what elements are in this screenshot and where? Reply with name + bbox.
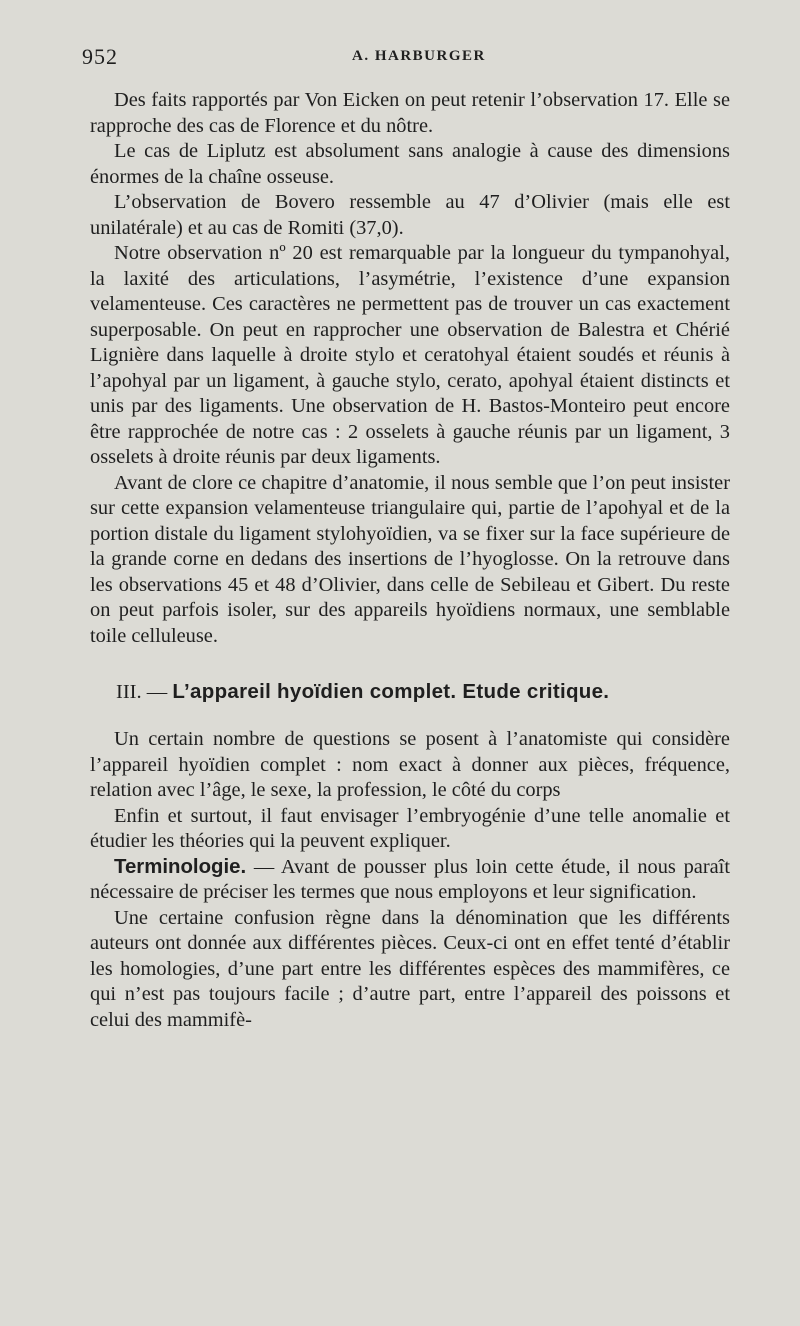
page-body xyxy=(90,88,730,1033)
page-number: 952 xyxy=(82,44,118,69)
running-head: A. HARBURGER xyxy=(352,48,486,64)
paragraph-4: Notre observation nº 20 est remarquable par la longueur du tympanohyal, la laxité des articulations, l’asymétrie, l’existence d’une expansion velamenteuse. Ces caractères ne permettent pas de trouver un cas exactement superposable. On peut en rapprocher une observation de Balestra et Chérié Lignière dans laquelle à droite stylo et ceratohyal étaient soudés et réunis à l’apohyal par un ligament, à gauche stylo, cerato, apohyal étaient distincts et unis par des ligaments. Une observation de H. Bastos-Monteiro peut encore être rapprochée de notre cas : 2 osselets à gauche réunis par un ligament, 3 osselets à droite réunis par deux ligaments. xyxy=(90,242,730,468)
paragraph-2: Le cas de Liplutz est absolument sans analogie à cause des dimensions énormes de la chaîne osseuse. xyxy=(90,140,730,188)
term-terminologie: Terminologie. xyxy=(114,855,247,878)
section-title: L’appareil hyoïdien complet. Etude critique. xyxy=(172,680,610,703)
paragraph-5: Avant de clore ce chapitre d’anatomie, il nous semble que l’on peut insister sur cette expansion velamenteuse triangulaire qui, partie de l’apohyal et de la portion distale du ligament stylohyoïdien, va se fixer sur la face supérieure de la grande corne en dedans des insertions de l’hyoglosse. On la retrouve dans les observations 45 et 48 d’Olivier, dans celle de Sebileau et Gibert. Du reste on peut parfois isoler, sur des appareils hyoïdiens normaux, une semblable toile celluleuse. xyxy=(90,471,730,647)
paragraph-7: Enfin et surtout, il faut envisager l’embryogénie d’une telle anomalie et étudier les théories qui la peuvent expliquer. xyxy=(90,804,730,852)
section-number: III. — xyxy=(116,681,168,703)
page-header xyxy=(82,44,712,74)
paragraph-1: Des faits rapportés par Von Eicken on peut retenir l’observation 17. Elle se rapproche des cas de Florence et du nôtre. xyxy=(90,89,730,137)
paragraph-8 xyxy=(90,855,730,906)
paragraph-8-text: — Avant de pousser plus loin cette étude, il nous paraît nécessaire de préciser les termes que nous employons et leur signification. xyxy=(90,855,730,903)
paragraph-6: Un certain nombre de questions se posent à l’anatomiste qui considère l’appareil hyoïdien complet : nom exact à donner aux pièces, fréquence, relation avec l’âge, le sexe, la profession, le côté du corps xyxy=(90,728,730,801)
section-heading xyxy=(90,679,730,705)
paragraph-9: Une certaine confusion règne dans la dénomination que les différents auteurs ont donnée aux différentes pièces. Ceux-ci ont en effet tenté d’établir les homologies, d’une part entre les différentes espèces des mammifères, ce qui n’est pas toujours facile ; d’autre part, entre l’appareil des poissons et celui des mammifè- xyxy=(90,906,730,1031)
paragraph-3: L’observation de Bovero ressemble au 47 d’Olivier (mais elle est unilatérale) et au cas de Romiti (37,0). xyxy=(90,191,730,239)
